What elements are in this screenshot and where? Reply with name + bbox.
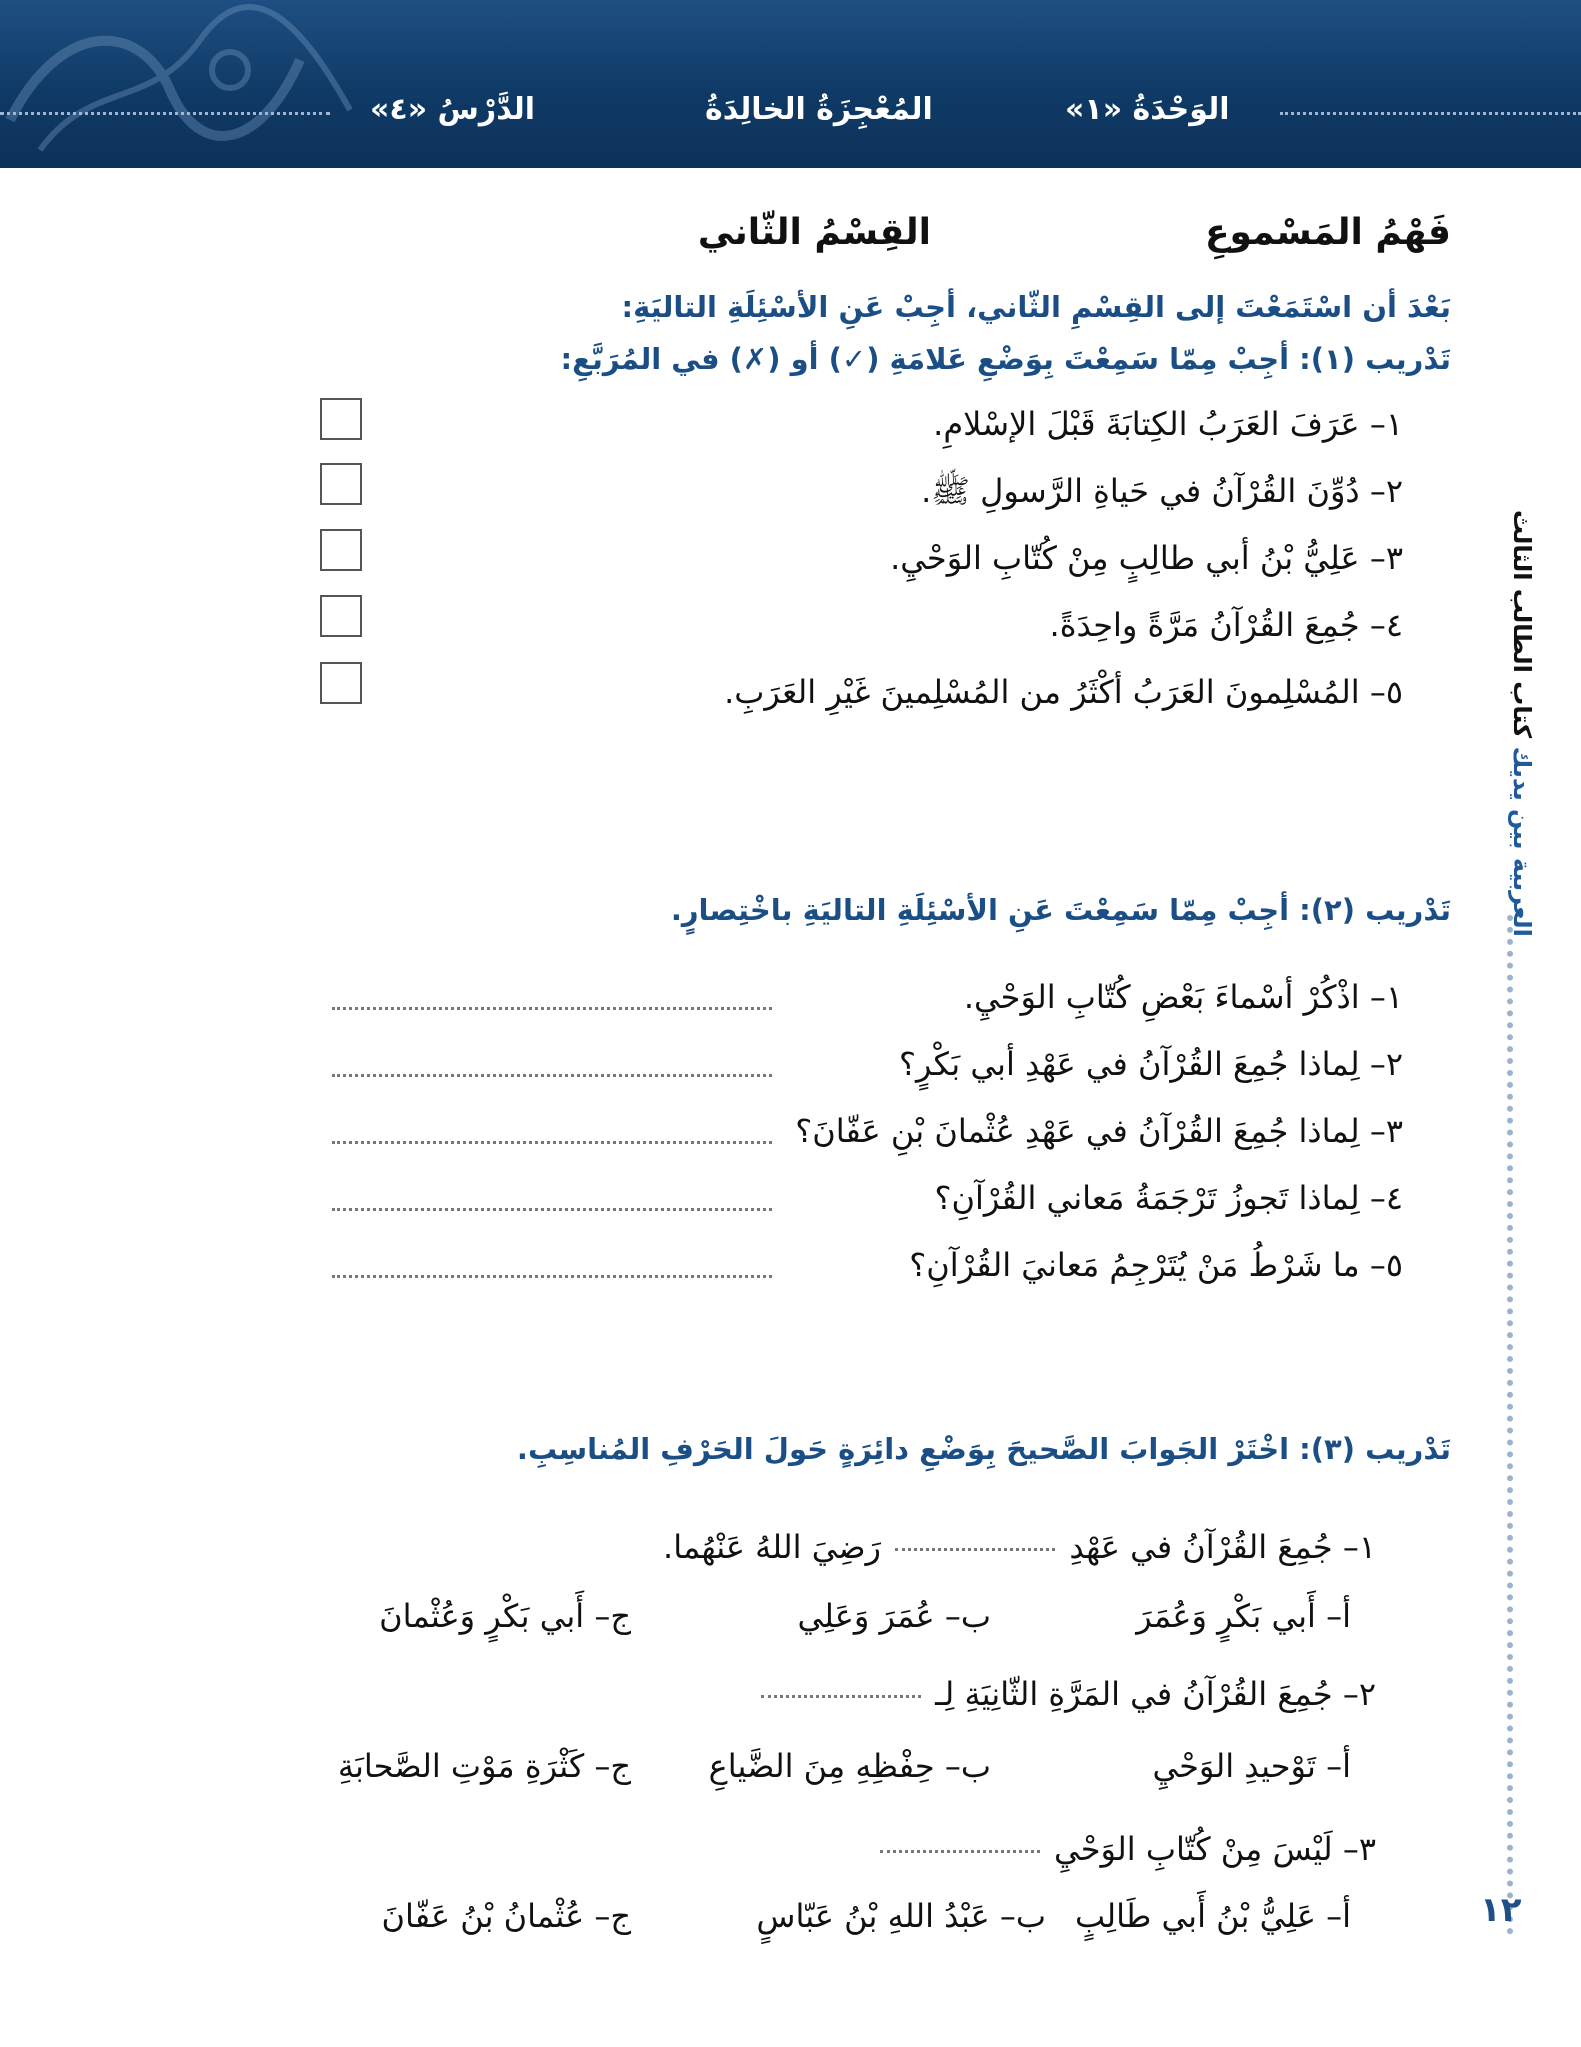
- option-a[interactable]: أ– تَوْحيدِ الوَحْيِ: [1152, 1747, 1351, 1785]
- answer-line[interactable]: [332, 1208, 772, 1211]
- answer-line[interactable]: [332, 1007, 772, 1010]
- lesson-label: الدَّرْسُ «٤»: [370, 92, 536, 127]
- exercise2-item: ٥– ما شَرْطُ مَنْ يُتَرْجِمُ مَعانيَ القُرْآنِ؟: [909, 1246, 1403, 1284]
- exercise3-title: تَدْريب (٣): اخْتَرْ الجَوابَ الصَّحيحَ بِوَضْعِ دائِرَةٍ حَولَ الحَرْفِ المُناسِبِ.: [516, 1432, 1451, 1466]
- option-b[interactable]: ب– حِفْظِهِ مِنَ الضَّياعِ: [708, 1747, 991, 1785]
- answer-checkbox[interactable]: [320, 463, 362, 505]
- calligraphy-decoration-icon: [0, 0, 360, 168]
- answer-line[interactable]: [332, 1074, 772, 1077]
- exercise2-title: تَدْريب (٢): أجِبْ مِمّا سَمِعْتَ عَنِ الأسْئِلَةِ التاليَةِ باخْتِصارٍ.: [670, 893, 1451, 927]
- option-c[interactable]: ج– أَبي بَكْرٍ وَعُثْمانَ: [379, 1597, 631, 1635]
- exercise2-item: ٤– لِماذا تَجوزُ تَرْجَمَةُ مَعاني القُرْآنِ؟: [934, 1179, 1403, 1217]
- answer-checkbox[interactable]: [320, 529, 362, 571]
- exercise2-item: ١– اذْكُرْ أسْماءَ بَعْضِ كُتّابِ الوَحْيِ.: [963, 978, 1403, 1016]
- option-a[interactable]: أ– أَبي بَكْرٍ وَعُمَرَ: [1136, 1597, 1351, 1635]
- option-c[interactable]: ج– كَثْرَةِ مَوْتِ الصَّحابَةِ: [337, 1747, 631, 1785]
- book-name: كتاب الطالب الثالث: [1508, 510, 1536, 739]
- page-header: [0, 0, 1581, 168]
- exercise1-item: ٢– دُوِّنَ القُرْآنُ في حَياةِ الرَّسولِ ﷺ.: [921, 472, 1403, 510]
- exercise1-item: ٣– عَلِيُّ بْنُ أبي طالِبٍ مِنْ كُتّابِ الوَحْيِ.: [890, 539, 1403, 577]
- answer-checkbox[interactable]: [320, 662, 362, 704]
- answer-line[interactable]: [332, 1141, 772, 1144]
- exercise3-question: [757, 1675, 1376, 1713]
- side-dotted-rule: [1507, 915, 1513, 1935]
- exercise3-question: [663, 1528, 1376, 1566]
- question-stem-end: رَضِيَ اللهُ عَنْهُما.: [663, 1528, 881, 1566]
- header-dotted-rule: [0, 112, 330, 123]
- question-stem: ٣– لَيْسَ مِنْ كُتّابِ الوَحْيِ: [1054, 1830, 1376, 1868]
- book-side-title: [1490, 470, 1536, 937]
- option-b[interactable]: ب– عُمَرَ وَعَلِي: [797, 1597, 991, 1635]
- exercise1-item: ١– عَرَفَ العَرَبُ الكِتابَةَ قَبْلَ الإسْلامِ.: [933, 405, 1403, 443]
- blank-line: [880, 1850, 1040, 1853]
- answer-checkbox[interactable]: [320, 595, 362, 637]
- question-stem: ١– جُمِعَ القُرْآنُ في عَهْدِ: [1069, 1528, 1376, 1566]
- exercise1-item: ٥– المُسْلِمونَ العَرَبُ أكْثَرُ من المُسْلِمينَ غَيْرِ العَرَبِ.: [724, 673, 1403, 711]
- answer-checkbox[interactable]: [320, 398, 362, 440]
- exercise3-question: [876, 1830, 1376, 1868]
- exercise2-item: ٣– لِماذا جُمِعَ القُرْآنُ في عَهْدِ عُثْمانَ بْنِ عَفّانَ؟: [795, 1112, 1403, 1150]
- option-b[interactable]: ب– عَبْدُ اللهِ بْنُ عَبّاسٍ: [756, 1897, 1046, 1935]
- header-dotted-rule: [1280, 112, 1581, 123]
- exercise2-item: ٢– لِماذا جُمِعَ القُرْآنُ في عَهْدِ أبي بَكْرٍ؟: [898, 1045, 1403, 1083]
- answer-line[interactable]: [332, 1275, 772, 1278]
- option-a[interactable]: أ– عَلِيُّ بْنُ أَبي طَالِبٍ: [1074, 1897, 1351, 1935]
- blank-line: [761, 1695, 921, 1698]
- unit-title: المُعْجِزَةُ الخالِدَةُ: [705, 92, 933, 127]
- exercise1-title: تَدْريب (١): أجِبْ مِمّا سَمِعْتَ بِوَضْعِ عَلامَةِ (✓) أو (✗) في المُرَبَّعِ:: [560, 342, 1451, 376]
- section-part: القِسْمُ الثّاني: [697, 212, 931, 253]
- book-series: العربية بين يديك: [1508, 746, 1536, 937]
- section-title: فَهْمُ المَسْموعِ: [1204, 212, 1451, 253]
- unit-label: الوَحْدَةُ «١»: [1065, 92, 1230, 127]
- question-stem: ٢– جُمِعَ القُرْآنُ في المَرَّةِ الثّانِيَةِ لِـ: [935, 1675, 1376, 1713]
- option-c[interactable]: ج– عُثْمانُ بْنُ عَفّانَ: [381, 1897, 631, 1935]
- section-intro: بَعْدَ أن اسْتَمَعْتَ إلى القِسْمِ الثّاني، أجِبْ عَنِ الأسْئِلَةِ التاليَةِ:: [621, 290, 1451, 324]
- blank-line: [895, 1548, 1055, 1551]
- page-number: ١٢: [1480, 1890, 1522, 1930]
- exercise1-item: ٤– جُمِعَ القُرْآنُ مَرَّةً واحِدَةً.: [1049, 606, 1403, 644]
